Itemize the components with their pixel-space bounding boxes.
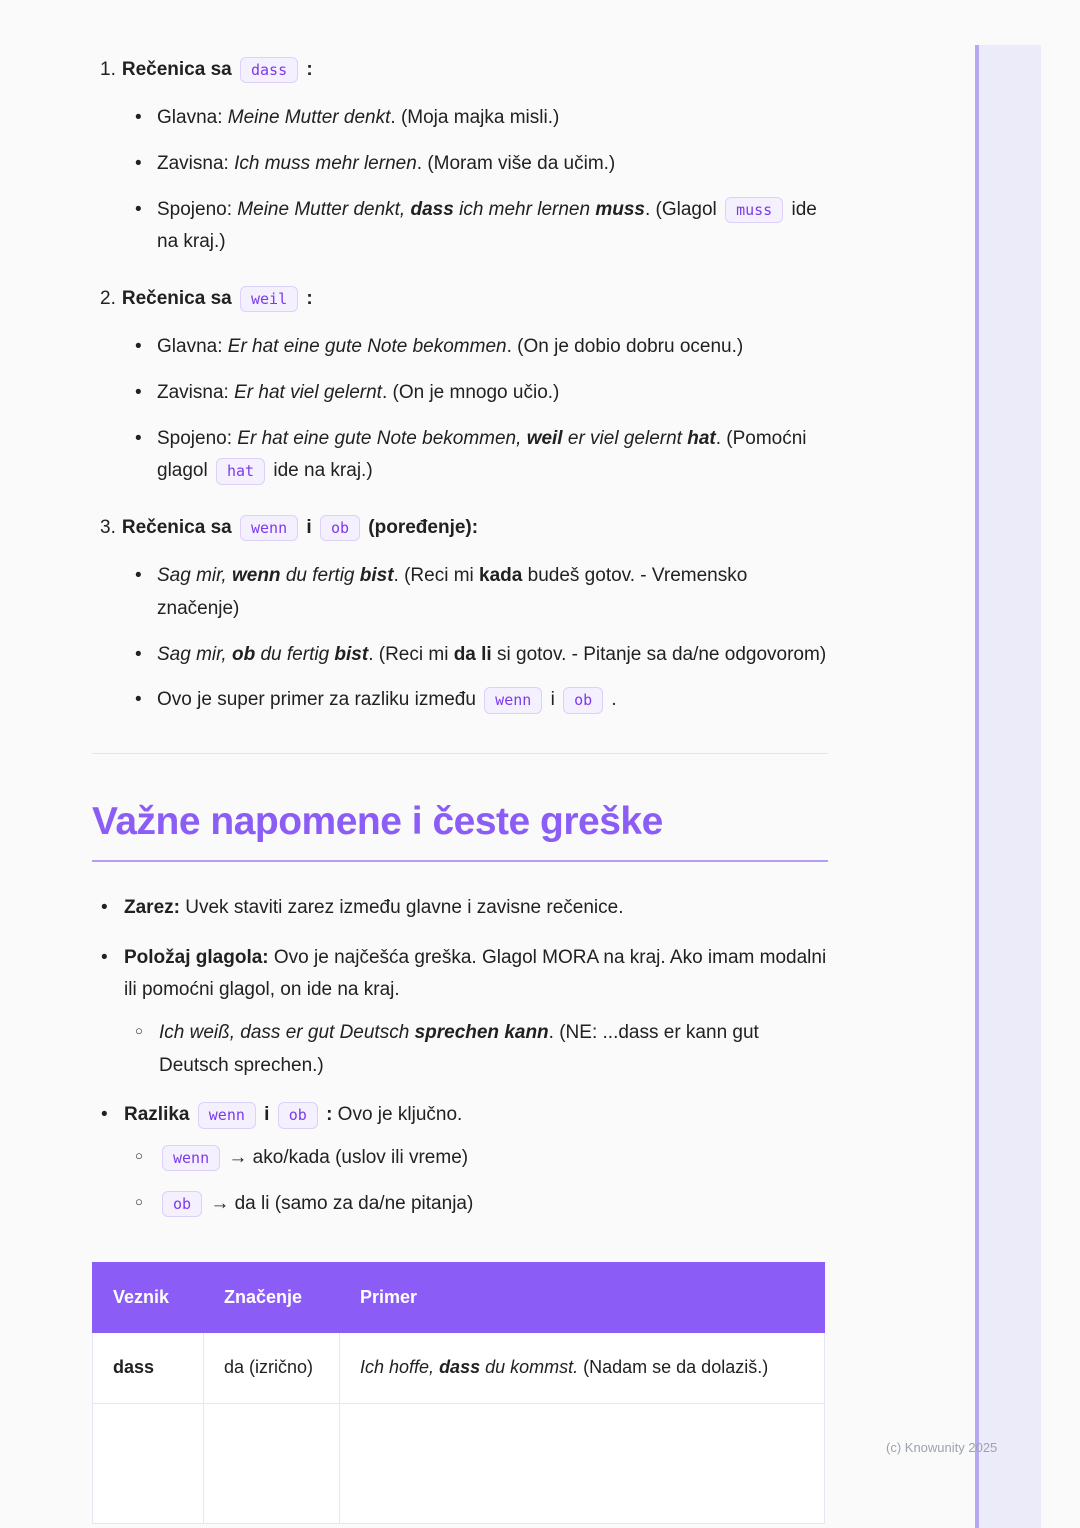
section-list — [92, 102, 828, 259]
section-number: 3. — [100, 516, 116, 538]
list-item: • Zavisna: Ich muss mehr lernen. (Moram više da učim.) — [135, 148, 828, 181]
table-header-veznik: Veznik — [93, 1263, 204, 1333]
note-text: • Položaj glagola: Ovo je najčešća greška. Glagol MORA na kraj. Ako imam modalni ili pomoćni glagol, on ide na kraj. — [124, 946, 827, 1001]
section-number: 1. — [100, 59, 116, 80]
list-item: • Sag mir, ob du fertig bist. (Reci mi da li si gotov. - Pitanje sa da/ne odgovorom) — [135, 639, 828, 672]
notes-list — [92, 892, 828, 1220]
inline-code-badge: ob — [320, 515, 360, 541]
note-sublist — [124, 1142, 828, 1220]
page-heading: Važne napomene i česte greške — [92, 800, 828, 862]
table-header-primer: Primer — [340, 1263, 825, 1333]
note-item — [101, 942, 828, 1083]
cell-veznik — [93, 1404, 204, 1524]
cell-znacenje — [204, 1404, 340, 1524]
inline-code-badge: hat — [216, 458, 265, 484]
table-row — [93, 1404, 825, 1524]
list-item: • Spojeno: Meine Mutter denkt, dass ich mehr lernen muss. (Glagol muss ide na kraj.) — [135, 194, 828, 259]
cell-znacenje: da (izrično) — [204, 1333, 340, 1404]
table-header-znacenje: Značenje — [204, 1263, 340, 1333]
list-item: • Zavisna: Er hat viel gelernt. (On je mnogo učio.) — [135, 377, 828, 410]
section-number: 2. — [100, 287, 116, 309]
note-item — [101, 1099, 828, 1220]
section-divider — [92, 753, 828, 754]
inline-code-badge: ob — [563, 687, 603, 713]
section-dass — [92, 54, 828, 259]
note-subitem: ○ ob → da li (samo za da/ne pitanja) — [135, 1188, 828, 1221]
section-title — [92, 283, 828, 315]
list-item: • Spojeno: Er hat eine gute Note bekommen, weil er viel gelernt hat. (Pomoćni glagol hat ide na kraj.) — [135, 423, 828, 488]
cell-primer: Ich hoffe, dass du kommst. (Nadam se da dolaziš.) — [340, 1333, 825, 1404]
content-area — [92, 54, 828, 1524]
section-title — [92, 54, 828, 86]
inline-code-badge: weil — [240, 286, 298, 312]
table-row — [93, 1333, 825, 1404]
inline-code-badge: wenn — [162, 1145, 220, 1171]
section-title-text: Rečenica sa dass : — [122, 59, 313, 80]
inline-code-badge: ob — [162, 1191, 202, 1217]
note-text: • Razlika wenn i ob : Ovo je ključno. — [124, 1099, 828, 1132]
section-title-text: Rečenica sa wenn i ob (poređenje): — [122, 517, 478, 538]
section-title-text: Rečenica sa weil : — [122, 288, 313, 309]
list-item: • Glavna: Er hat eine gute Note bekommen. (On je dobio dobru ocenu.) — [135, 331, 828, 364]
note-subitem: ○ Ich weiß, dass er gut Deutsch sprechen kann. (NE: ...dass er kann gut Deutsch sprechen.) — [135, 1017, 828, 1082]
section-wenn-ob — [92, 512, 828, 717]
inline-code-badge: wenn — [240, 515, 298, 541]
list-item: • Sag mir, wenn du fertig bist. (Reci mi kada budeš gotov. - Vremensko značenje) — [135, 560, 828, 625]
inline-code-badge: dass — [240, 57, 298, 83]
section-list — [92, 560, 828, 717]
cell-primer — [340, 1404, 825, 1524]
next-page-edge — [975, 45, 1041, 1528]
conjunction-table — [92, 1262, 825, 1524]
table-header-row — [93, 1263, 825, 1333]
note-text: • Zarez: Uvek staviti zarez između glavne i zavisne rečenice. — [124, 896, 624, 918]
list-item: • Glavna: Meine Mutter denkt. (Moja majka misli.) — [135, 102, 828, 135]
inline-code-badge: ob — [278, 1102, 318, 1128]
list-item: • Ovo je super primer za razliku između wenn i ob . — [135, 684, 828, 717]
inline-code-badge: wenn — [198, 1102, 256, 1128]
inline-code-badge: muss — [725, 197, 783, 223]
note-item — [101, 892, 828, 925]
section-title — [92, 512, 828, 544]
section-weil — [92, 283, 828, 488]
note-sublist — [124, 1017, 828, 1082]
section-list — [92, 331, 828, 488]
watermark: (c) Knowunity 2025 — [886, 1440, 998, 1455]
note-subitem: ○ wenn → ako/kada (uslov ili vreme) — [135, 1142, 828, 1175]
inline-code-badge: wenn — [484, 687, 542, 713]
cell-veznik: dass — [93, 1333, 204, 1404]
